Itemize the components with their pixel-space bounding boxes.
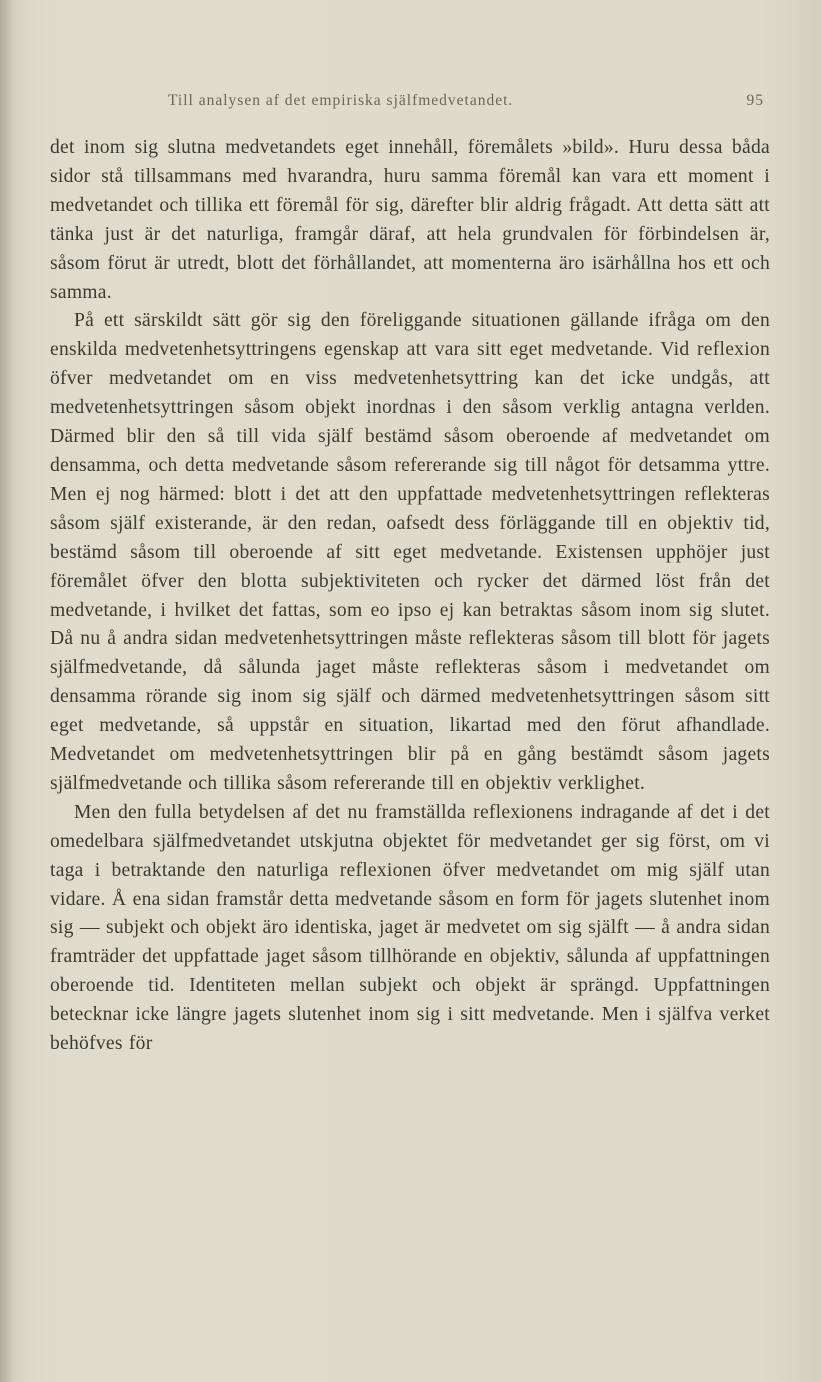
- paragraph: det inom sig slutna medvetandets eget innehåll, föremålets »bild». Huru dessa båda sidor stå tillsammans med hvarandra, huru samma föremål kan vara ett moment i medvetandet och tillika ett föremål för sig, därefter blir aldrig frågadt. Att detta sätt att tänka just är det naturliga, framgår däraf, att hela grundvalen för förbindelsen är, såsom förut är utredt, blott det förhållandet, att momenterna äro isärhållna hos ett och samma.: [50, 137, 770, 303]
- page-edge-shadow: [0, 0, 14, 1382]
- running-head: [50, 92, 770, 116]
- page-number: 95: [746, 92, 764, 109]
- paragraph: På ett särskildt sätt gör sig den föreliggande situationen gällande ifråga om den enskilda medvetenhetsyttringens egenskap att vara sitt eget medvetande. Vid reflexion öfver medvetandet om en viss medvetenhetsyttring kan det icke undgås, att medvetenhetsyttringen såsom objekt inordnas i den såsom verklig antagna verlden. Därmed blir den så till vida själf bestämd såsom oberoende af medvetandet om densamma, och detta medvetande såsom refererande sig till något för detsamma yttre. Men ej nog härmed: blott i det att den uppfattade medvetenhetsyttringen reflekteras såsom själf existerande, är den redan, oafsedt dess förläggande till en objektiv tid, bestämd såsom till oberoende af sitt eget medvetande. Existensen upphöjer just föremålet öfver den blotta subjektiviteten och rycker det därmed löst från det medvetande, i hvilket det fattas, som eo ipso ej kan betraktas såsom inom sig slutet. Då nu å andra sidan medvetenhetsyttringen måste reflekteras såsom till blott för jagets själfmedvetande, då sålunda jaget måste reflekteras såsom i medvetandet om densamma rörande sig inom sig själf och därmed medvetenhetsyttringen såsom sitt eget medvetande, så uppstår en situation, likartad med den förut afhandlade. Medvetandet om medvetenhetsyttringen blir på en gång bestämdt såsom jagets själfmedvetande och tillika såsom refererande till en objektiv verklighet.: [50, 310, 770, 794]
- paragraph: Men den fulla betydelsen af det nu framställda reflexionens indragande af det i det omedelbara själfmedvetandet utskjutna objektet för medvetandet ger sig först, om vi taga i betraktande den naturliga reflexionen öfver medvetandet om mig själf utan vidare. Å ena sidan framstår detta medvetande såsom en form för jagets slutenhet inom sig — subjekt och objekt äro identiska, jaget är medvetet om sig själft — å andra sidan framträder det uppfattade jaget såsom tillhörande en objektiv, sålunda af uppfattningen oberoende tid. Identiteten mellan subjekt och objekt är sprängd. Uppfattningen betecknar icke längre jagets slutenhet inom sig i sitt medvetande. Men i själfva verket behöfves för: [50, 801, 770, 1055]
- running-head-title: Till analysen af det empiriska själfmedvetandet.: [168, 92, 514, 109]
- body-text: [50, 134, 770, 1059]
